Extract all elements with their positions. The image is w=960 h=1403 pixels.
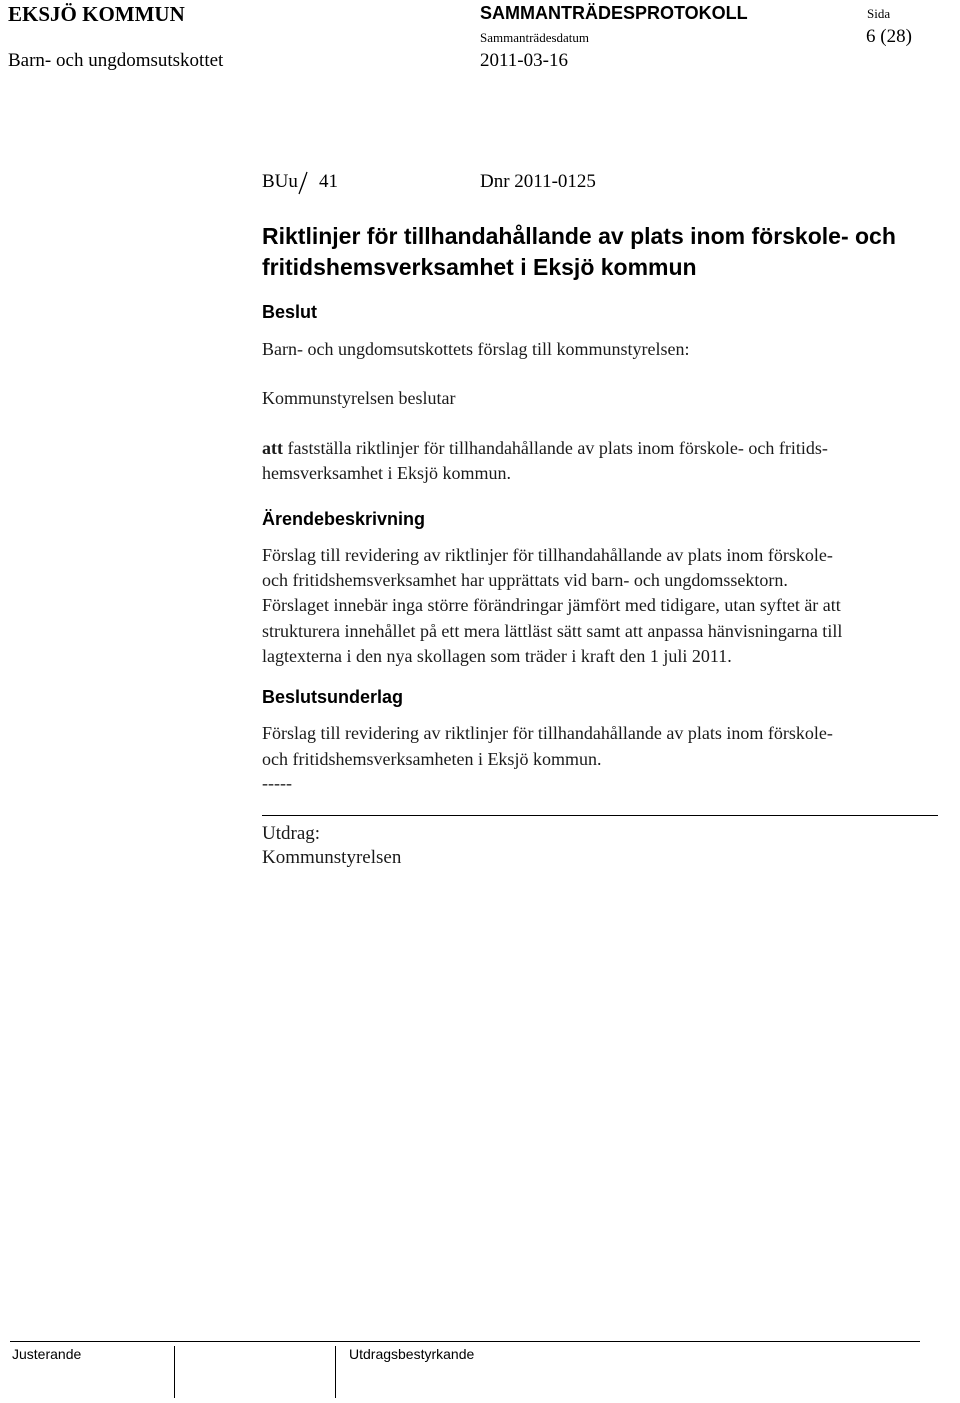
paragraph-sign-icon xyxy=(296,170,310,196)
date-label: Sammanträdesdatum xyxy=(480,30,590,45)
case-paragraph: 41 xyxy=(319,171,338,192)
decision-line-1: fastställa riktlinjer för tillhandahållande av plats inom förskole- och fritids- xyxy=(283,438,828,458)
excerpt-label: Utdrag: xyxy=(262,823,321,844)
excerpt-rule xyxy=(262,815,938,816)
decision-heading: Beslut xyxy=(262,302,318,322)
decision-proposal-intro: Barn- och ungdomsutskottets förslag till kommunstyrelsen: xyxy=(262,339,690,359)
basis-separator: ----- xyxy=(262,773,292,793)
basis-line-2: och fritidshemsverksamheten i Eksjö kommun. xyxy=(262,749,602,769)
footer-rule xyxy=(10,1341,920,1342)
decision-att-line xyxy=(262,436,828,462)
adjuster-divider xyxy=(174,1346,175,1398)
description-line-3: Förslaget innebär inga större förändringar jämfört med tidigare, utan syftet är att xyxy=(262,595,841,615)
excerpt-recipient: Kommunstyrelsen xyxy=(262,847,402,868)
document-type: SAMMANTRÄDESPROTOKOLL xyxy=(480,3,748,23)
description-line-1: Förslag till revidering av riktlinjer för tillhandahållande av plats inom förskole- xyxy=(262,545,833,565)
description-line-5: lagtexterna i den nya skollagen som träder i kraft den 1 juli 2011. xyxy=(262,646,732,666)
case-title xyxy=(262,221,896,283)
basis-line-1: Förslag till revidering av riktlinjer för tillhandahållande av plats inom förskole- xyxy=(262,723,833,743)
description-line-2: och fritidshemsverksamhet har upprättats vid barn- och ungdomssektorn. xyxy=(262,570,788,590)
decision-att-keyword: att xyxy=(262,438,283,458)
description-line-4: strukturera innehållet på ett mera lättläst sätt samt att anpassa hänvisningarna till xyxy=(262,621,843,641)
meeting-date: 2011-03-16 xyxy=(480,50,568,71)
case-reference: BUu xyxy=(262,171,298,192)
case-title-line-2: fritidshemsverksamhet i Eksjö kommun xyxy=(262,254,697,280)
description-heading: Ärendebeskrivning xyxy=(262,509,426,529)
page-label: Sida xyxy=(867,6,891,21)
department-name: Barn- och ungdomsutskottet xyxy=(8,50,224,71)
organization-name: EKSJÖ KOMMUN xyxy=(8,2,185,26)
decision-decider: Kommunstyrelsen beslutar xyxy=(262,388,456,408)
basis-heading: Beslutsunderlag xyxy=(262,687,404,707)
case-title-line-1: Riktlinjer för tillhandahållande av plats inom förskole- och xyxy=(262,223,896,249)
certification-label: Utdragsbestyrkande xyxy=(349,1346,475,1362)
page-number: 6 (28) xyxy=(866,26,912,47)
certification-divider xyxy=(335,1346,336,1398)
decision-line-2: hemsverksamhet i Eksjö kommun. xyxy=(262,463,511,483)
diary-number: Dnr 2011-0125 xyxy=(480,171,596,192)
adjuster-label: Justerande xyxy=(12,1346,82,1362)
